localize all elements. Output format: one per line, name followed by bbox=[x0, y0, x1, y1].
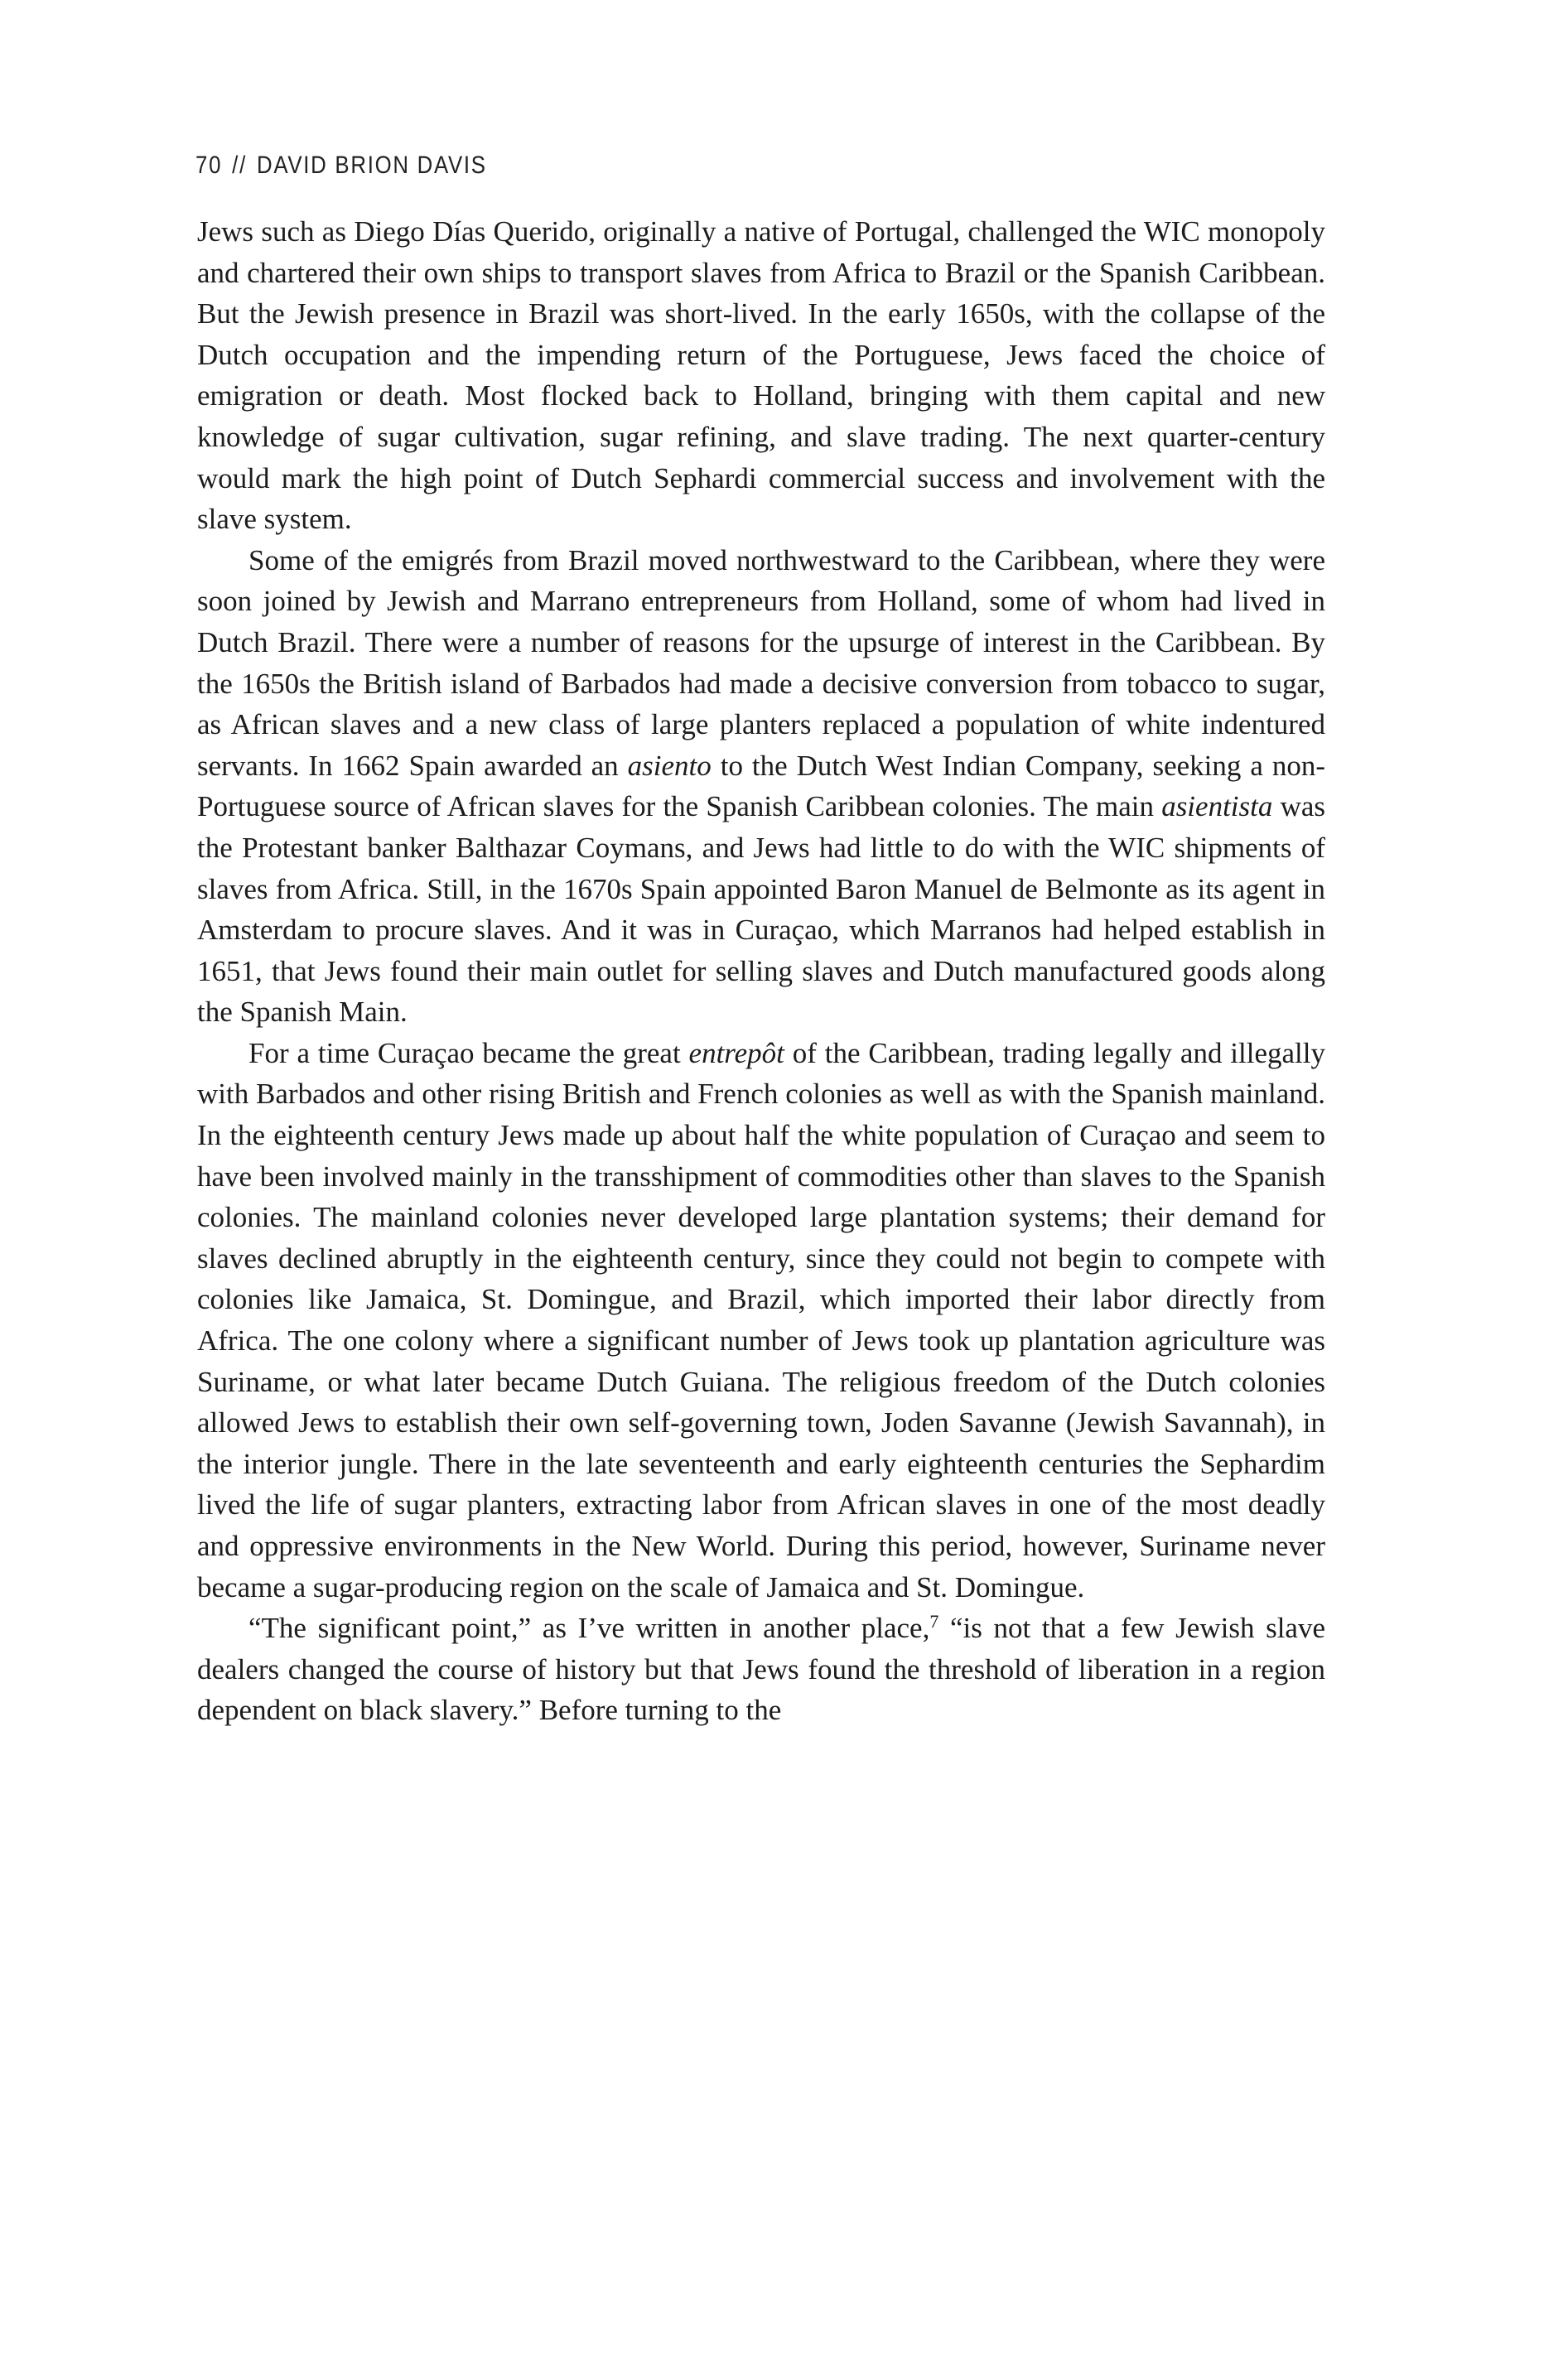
paragraph-2-text-b: to the Dutch West Indian Company, seeking a non-Portuguese source of African slaves for the Spanish Caribbean colonies. The main bbox=[197, 749, 1325, 823]
author-name: DAVID BRION DAVIS bbox=[257, 152, 487, 179]
page-number: 70 bbox=[195, 152, 223, 179]
paragraph-1-text: Jews such as Diego Días Querido, originally a native of Portugal, challenged the WIC monopoly and chartered their own ships to transport slaves from Africa to Brazil or the Spanish Caribbean. But the Jewish presence in Brazil was short-lived. In the early 1650s, with the collapse of the Dutch occupation and the impending return of the Portuguese, Jews faced the choice of emigration or death. Most flocked back to Holland, bringing with them capital and new knowledge of sugar cultivation, sugar refining, and slave trading. The next quarter-century would mark the high point of Dutch Sephardi commercial success and involvement with the slave system. bbox=[197, 215, 1325, 536]
italic-term-asientista: asientista bbox=[1161, 790, 1273, 823]
paragraph-3-text-b: of the Caribbean, trading legally and illegally with Barbados and other rising British and French colonies as well as with the Spanish mainland. In the eighteenth century Jews made up about half the white population of Curaçao and seem to have been involved mainly in the transshipment of commodities other than slaves to the Spanish colonies. The mainland colonies never developed large plantation systems; their demand for slaves declined abruptly in the eighteenth century, since they could not begin to compete with colonies like Jamaica, St. Domingue, and Brazil, which imported their labor directly from Africa. The one colony where a significant number of Jews took up plantation agriculture was Suriname, or what later became Dutch Guiana. The religious freedom of the Dutch colonies allowed Jews to establish their own self-governing town, Joden Savanne (Jewish Savannah), in the interior jungle. There in the late seventeenth and early eighteenth centuries the Sephardim lived the life of sugar planters, extracting labor from African slaves in one of the most deadly and oppressive environments in the New World. During this period, however, Suriname never became a sugar-producing region on the scale of Jamaica and St. Domingue. bbox=[197, 1036, 1325, 1603]
paragraph-2-text-a: Some of the emigrés from Brazil moved northwestward to the Caribbean, where they were soon joined by Jewish and Marrano entrepreneurs from Holland, some of whom had lived in Dutch Brazil. There were a number of reasons for the upsurge of interest in the Caribbean. By the 1650s the British island of Barbados had made a decisive conversion from tobacco to sugar, as African slaves and a new class of large planters replaced a population of white indentured servants. In 1662 Spain awarded an bbox=[197, 543, 1325, 782]
paragraph-4-text-a: “The significant point,” as I’ve written in another place, bbox=[248, 1612, 930, 1645]
paragraph-2-text-c: was the Protestant banker Balthazar Coymans, and Jews had little to do with the WIC shipments of slaves from Africa. Still, in the 1670s Spain appointed Baron Manuel de Belmonte as its agent in Amsterdam to procure slaves. And it was in Curaçao, which Marranos had helped establish in 1651, that Jews found their main outlet for selling slaves and Dutch manufactured goods along the Spanish Main. bbox=[197, 790, 1325, 1029]
paragraph-3-text-a: For a time Curaçao became the great bbox=[248, 1036, 689, 1069]
paragraph-1 bbox=[197, 211, 1325, 540]
paragraph-4-text-b: “is not that a few Jewish slave dealers changed the course of history but that Jews found the threshold of liberation in a region dependent on black slavery.” Before turning to the bbox=[197, 1612, 1325, 1727]
header-separator: // bbox=[232, 152, 247, 179]
italic-term-asiento: asiento bbox=[627, 749, 712, 782]
italic-term-entrepot: entrepôt bbox=[688, 1036, 784, 1069]
body-text bbox=[197, 211, 1325, 1731]
paragraph-3 bbox=[197, 1033, 1325, 1608]
running-head bbox=[195, 152, 487, 180]
footnote-marker[interactable]: 7 bbox=[929, 1611, 939, 1632]
paragraph-4 bbox=[197, 1608, 1325, 1731]
paragraph-2 bbox=[197, 540, 1325, 1033]
